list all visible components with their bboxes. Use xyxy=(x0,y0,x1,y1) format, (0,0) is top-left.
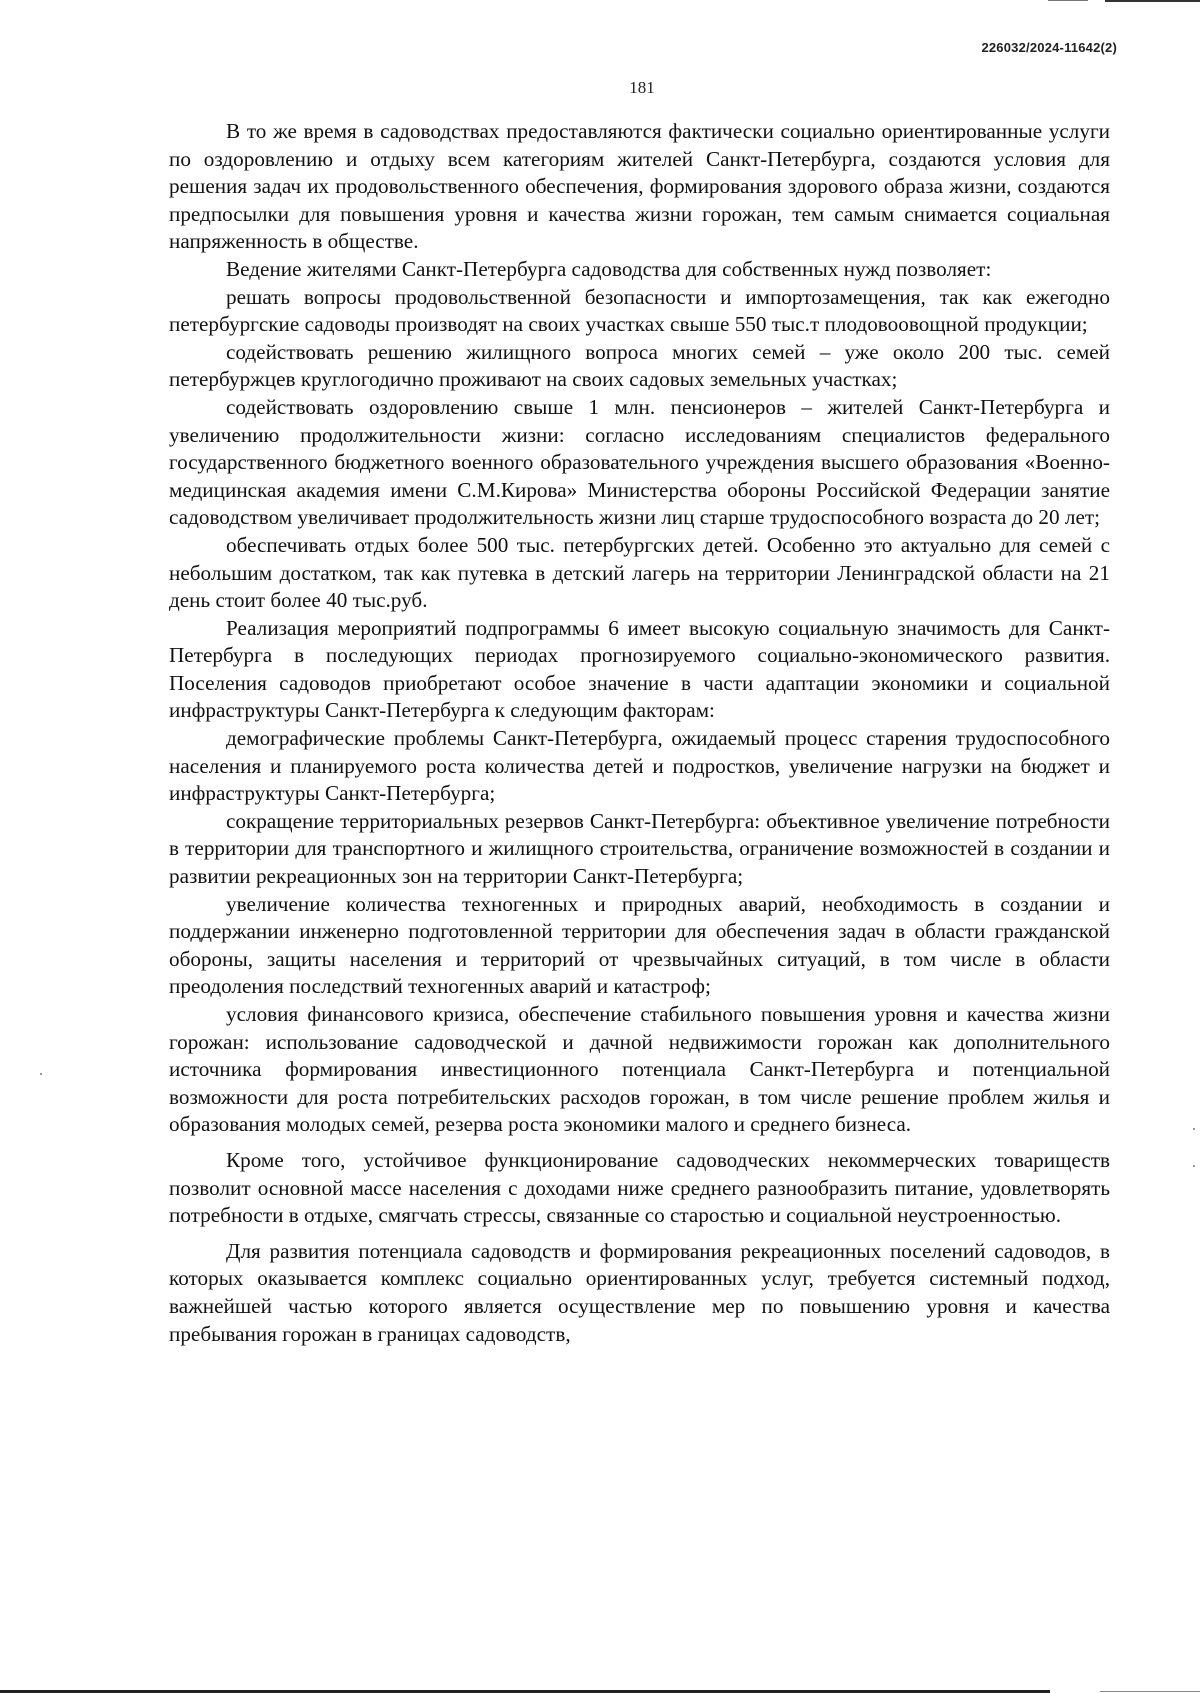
page-number: 181 xyxy=(629,78,655,97)
scan-speck xyxy=(1193,1165,1195,1167)
paragraph: условия финансового кризиса, обеспечение стабильного повышения уровня и качества жизни горожан: использование садоводческой и дачной недвижимости горожан как дополнительного источника формирования инвестиционного потенциала Санкт-Петербурга и потенциальной возможности для роста потребительских расходов горожан, в том числе решение проблем жилья и образования молодых семей, резерва роста экономики малого и среднего бизнеса. xyxy=(169,1002,1110,1137)
scan-speck xyxy=(1193,1128,1195,1130)
paragraph: В то же время в садоводствах предоставляются фактически социально ориентированные услуги по оздоровлению и отдыху всем категориям жителей Санкт-Петербурга, создаются условия для решения задач их продовольственного обеспечения, формирования здорового образа жизни, создаются предпосылки для повышения уровня и качества жизни горожан, тем самым снимается социальная напряженность в обществе. xyxy=(169,119,1110,254)
paragraph: Реализация мероприятий подпрограммы 6 имеет высокую социальную значимость для Санкт-Петербурга в последующих периодах прогнозируемого социально-экономического развития. Поселения садоводов приобретают особое значение в части адаптации экономики и социальной инфраструктуры Санкт-Петербурга к следующим факторам: xyxy=(169,615,1110,723)
document-body xyxy=(169,118,1110,1348)
scan-speck xyxy=(40,1073,42,1075)
document-number: 226032/2024-11642(2) xyxy=(981,40,1117,55)
paragraph: решать вопросы продовольственной безопасности и импортозамещения, так как ежегодно петербургские садоводы производят на своих участках свыше 550 тыс.т плодовоовощной продукции; xyxy=(169,284,1110,337)
scan-edge-line xyxy=(1105,0,1200,2)
paragraph: Ведение жителями Санкт-Петербурга садоводства для собственных нужд позволяет: xyxy=(226,256,992,281)
paragraph: обеспечивать отдых более 500 тыс. петербургских детей. Особенно это актуально для семей с небольшим достатком, так как путевка в детский лагерь на территории Ленинградской области на 21 день стоит более 40 тыс.руб. xyxy=(169,532,1110,613)
paragraph: демографические проблемы Санкт-Петербурга, ожидаемый процесс старения трудоспособного населения и планируемого роста количества детей и подростков, увеличение нагрузки на бюджет и инфраструктуры Санкт-Петербурга; xyxy=(169,726,1110,806)
scan-edge-line xyxy=(1100,1691,1200,1692)
paragraph: Кроме того, устойчивое функционирование садоводческих некоммерческих товариществ позволит основной массе населения с доходами ниже среднего разнообразить питание, удовлетворять потребности в отдыхе, смягчать стрессы, связанные со старостью и социальной неустроенностью. xyxy=(169,1147,1110,1228)
paragraph: содействовать решению жилищного вопроса многих семей – уже около 200 тыс. семей петербуржцев круглогодично проживают на своих садовых земельных участках; xyxy=(169,339,1110,392)
paragraph: увеличение количества техногенных и природных аварий, необходимость в создании и поддержании инженерно подготовленной территории для обеспечения задач в области гражданской обороны, защиты населения и территорий от чрезвычайных ситуаций, в том числе в области преодоления последствий техногенных аварий и катастроф; xyxy=(169,891,1110,999)
paragraph: сокращение территориальных резервов Санкт-Петербурга: объективное увеличение потребности в территории для транспортного и жилищного строительства, ограничение возможностей в создании и развитии рекреационных зон на территории Санкт-Петербурга; xyxy=(169,808,1110,889)
paragraph: Для развития потенциала садоводств и формирования рекреационных поселений садоводов, в которых оказывается комплекс социально ориентированных услуг, требуется системный подход, важнейшей частью которого является осуществление мер по повышению уровня и качества пребывания горожан в границах садоводств, xyxy=(169,1238,1110,1346)
paragraph: содействовать оздоровлению свыше 1 млн. пенсионеров – жителей Санкт-Петербурга и увеличению продолжительности жизни: согласно исследованиям специалистов федерального государственного бюджетного военного образовательного учреждения высшего образования «Военно-медицинская академия имени С.М.Кирова» Министерства обороны Российской Федерации занятие садоводством увеличивает продолжительность жизни лиц старше трудоспособного возраста до 20 лет; xyxy=(169,394,1110,530)
scan-edge-line xyxy=(1048,0,1088,1)
